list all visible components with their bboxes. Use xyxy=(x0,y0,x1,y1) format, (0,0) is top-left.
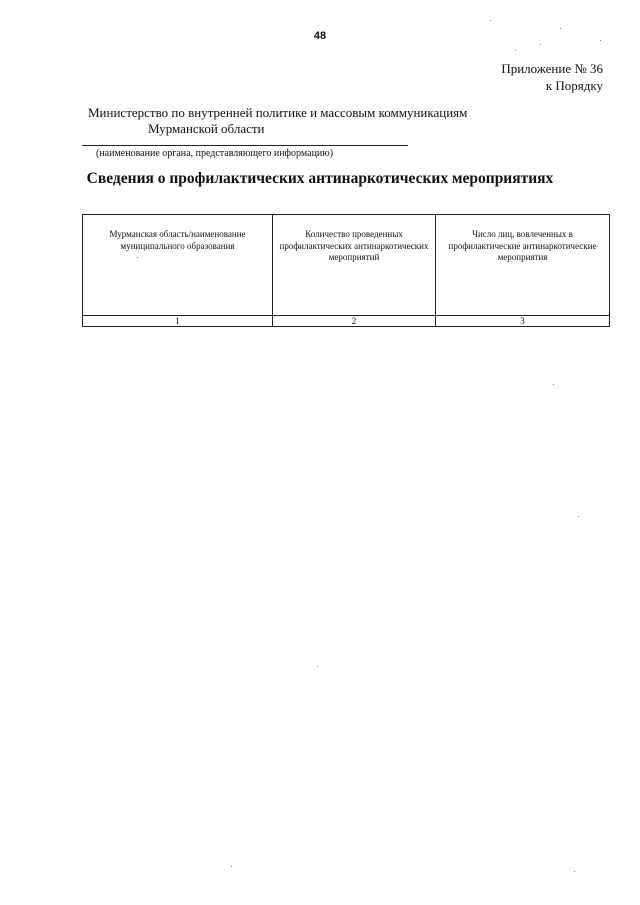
column-number-3: 3 xyxy=(436,316,610,327)
scan-speck xyxy=(231,866,232,867)
report-table xyxy=(82,214,610,327)
scan-speck xyxy=(553,384,554,385)
organization-caption: (наименование органа, представляющего информацию) xyxy=(96,148,334,159)
organization-name-line-1: Министерство по внутренней политике и массовым коммуникациям xyxy=(88,105,468,120)
appendix-note xyxy=(501,60,603,94)
scan-speck xyxy=(137,257,138,258)
scan-speck xyxy=(574,871,575,872)
page-number: 48 xyxy=(313,30,327,42)
column-header-participants-count: Число лиц, вовлеченных в профилактические антинаркотические мероприятия xyxy=(436,215,610,316)
document-title: Сведения о профилактических антинаркотических мероприятиях xyxy=(86,170,554,187)
scan-speck xyxy=(540,44,541,45)
column-header-region: Мурманская область/наименование муниципального образования xyxy=(83,215,273,316)
organization-rule xyxy=(82,145,408,146)
organization-name xyxy=(88,105,467,137)
scan-speck xyxy=(578,516,579,517)
table-number-row xyxy=(83,316,610,327)
scan-speck xyxy=(600,40,601,41)
organization-name-line-2: Мурманской области xyxy=(148,121,265,136)
appendix-line-1: Приложение № 36 xyxy=(501,61,603,76)
scan-speck xyxy=(490,20,491,21)
column-number-2: 2 xyxy=(273,316,436,327)
column-number-1: 1 xyxy=(83,316,273,327)
scan-speck xyxy=(515,50,516,51)
scan-speck xyxy=(560,28,561,29)
appendix-line-2: к Порядку xyxy=(545,78,603,93)
column-header-events-count: Количество проведенных профилактических антинаркотических мероприятий xyxy=(273,215,436,316)
table-header-row xyxy=(83,215,610,316)
scan-speck xyxy=(317,666,318,667)
